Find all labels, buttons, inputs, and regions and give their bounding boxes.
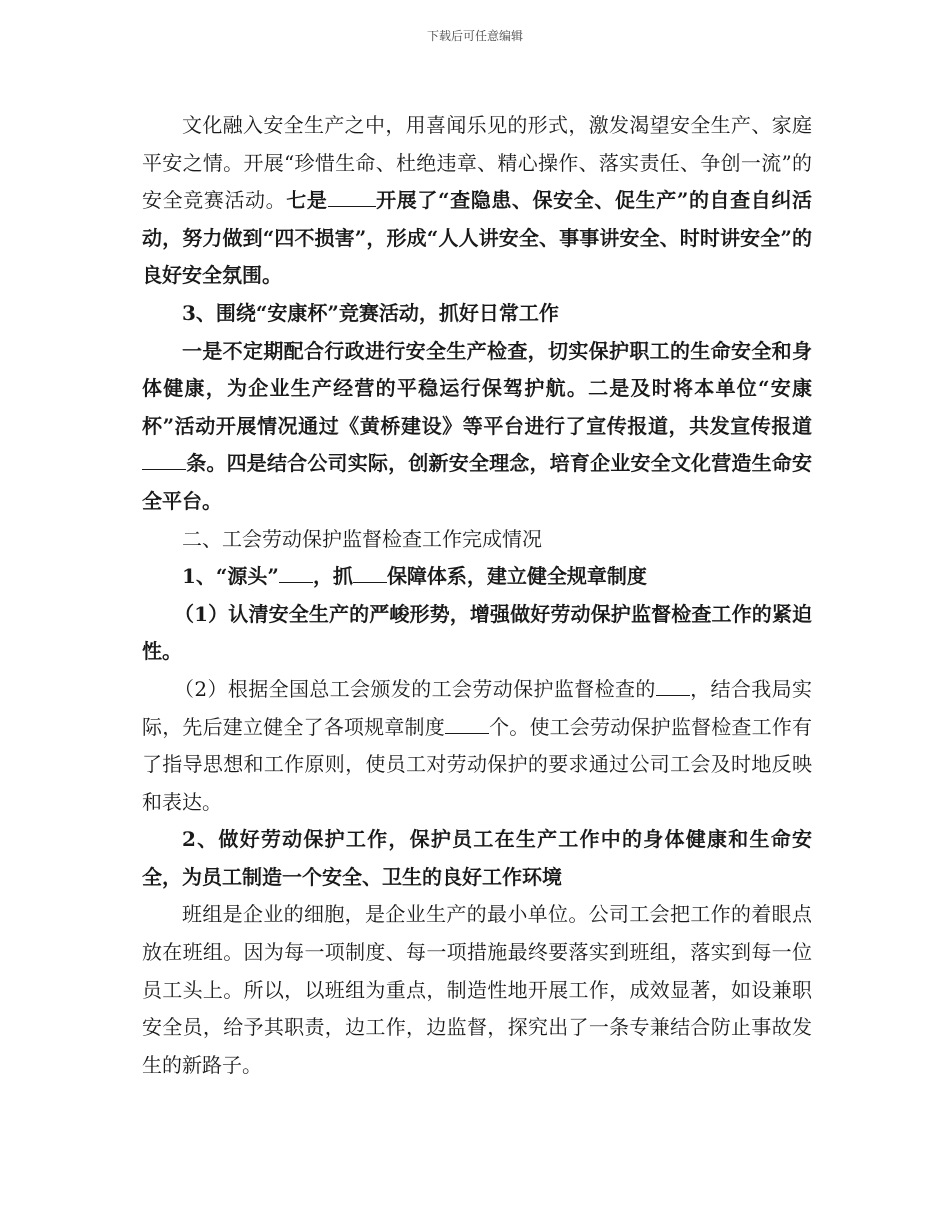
paragraph-daily-work: 一是不定期配合行政进行安全生产检查，切实保护职工的生命安全和身体健康，为企业生产经营的平稳运行保驾护航。二是及时将本单位“安康杯”活动开展情况通过《黄桥建设》等平台进行了宣传报道，共发宣传报道条。四是结合公司实际，创新安全理念，培育企业安全文化营造生命安全平台。: [142, 338, 812, 513]
paragraph-safety-culture: [142, 107, 812, 295]
fill-blank: [656, 677, 690, 696]
fill-blank: [353, 564, 387, 583]
list-item-2: （2）根据全国总工会颁发的工会劳动保护监督检查的 ，结合我局实际，先后建立健全了各项规章制度 个。使工会劳动保护监督检查工作有了指导思想和工作原则，使员工对劳动保护的要求通过公司工会及时地反映和表达。: [142, 676, 813, 814]
page-header: 下载后可任意编辑: [426, 29, 523, 43]
heading-ankang-cup: 3、围绕“安康杯”竞赛活动，抓好日常工作: [182, 300, 559, 325]
paragraph-text: 文化融入安全生产之中，用喜闻乐见的形式，激发渴望安全生产、家庭平安之情。开展“珍惜生命、杜绝违章、精心操作、落实责任、争创一流”的安全竞赛活动。: [142, 113, 812, 213]
heading-labor-protection: 2、做好劳动保护工作，保护员工在生产工作中的身体健康和生命安全，为员工制造一个安全、卫生的良好工作环境: [142, 827, 812, 889]
document-body: [142, 107, 812, 1084]
list-item-1: （1）认清安全生产的严峻形势，增强做好劳动保护监督检查工作的紧迫性。: [142, 601, 812, 664]
fill-blank: [279, 564, 313, 583]
paragraph-text-bold: 七是 开展了“查隐患、保安全、促生产”的自查自纠活动，努力做到“四不损害”，形成“人人讲安全、事事讲安全、时时讲安全”的良好安全氛围。: [142, 188, 813, 288]
heading-source-control: 1、“源头” ，抓 保障体系，建立健全规章制度: [182, 564, 647, 589]
fill-blank: [445, 715, 489, 734]
fill-blank: [142, 451, 186, 470]
heading-section-two: 二、工会劳动保护监督检查工作完成情况: [182, 526, 542, 551]
fill-blank: [328, 188, 376, 207]
paragraph-team-work: 班组是企业的细胞，是企业生产的最小单位。公司工会把工作的着眼点放在班组。因为每一项制度、每一项措施最终要落实到班组，落实到每一位员工头上。所以，以班组为重点，制造性地开展工作，成效显著，如设兼职安全员，给予其职责，边工作，边监督，探究出了一条专兼结合防止事故发生的新路子。: [142, 902, 812, 1077]
